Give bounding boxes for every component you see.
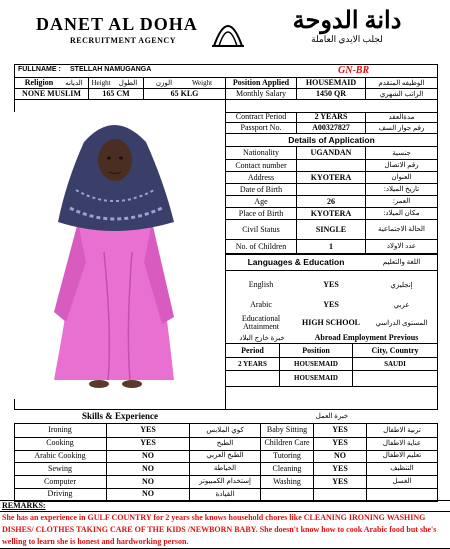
skill-label: Sewing: [48, 463, 72, 473]
skill-value: NO: [142, 489, 154, 499]
skill-value: YES: [332, 476, 348, 486]
abroad-row2-position: HOUSEMAID: [294, 373, 338, 382]
skill-value: YES: [140, 425, 156, 435]
skill-label: Washing: [273, 476, 301, 486]
salary-value: 1450 QR: [316, 89, 346, 98]
languages-title-ar: اللغة والتعليم: [382, 257, 421, 266]
skill-label-ar: كوي الملابس: [206, 425, 244, 434]
detail-value: 1: [329, 241, 333, 251]
fullname-label: FULLNAME :: [18, 66, 61, 73]
language-value: YES: [323, 280, 339, 289]
abroad-row2-period: [226, 373, 279, 383]
details-title: Details of Application: [288, 134, 375, 145]
detail-value: 26: [327, 196, 335, 206]
skill-label: Cleaning: [272, 463, 302, 473]
skill-label-ar: إستخدام الكمبيوتر: [199, 477, 251, 486]
abroad-title-ar: خبرة خارج البلاد: [239, 333, 285, 342]
detail-label: Date of Birth: [239, 184, 283, 194]
detail-label-ar: العمر:: [392, 197, 411, 205]
detail-label: Age: [254, 196, 268, 206]
language-label-ar: عربي: [393, 300, 410, 309]
skill-value: NO: [142, 463, 154, 473]
detail-label: Place of Birth: [238, 208, 284, 218]
candidate-photo: [14, 112, 222, 399]
passport-value: A00327827: [312, 123, 350, 132]
skill-label: Arabic Cooking: [34, 450, 86, 460]
skill-label-ar: تربية الاطفال: [383, 425, 421, 434]
detail-label: Address: [247, 172, 275, 182]
language-label: English: [248, 280, 274, 289]
height-label: Height: [91, 78, 111, 87]
weight-value: 65 KLG: [170, 89, 199, 98]
skill-label-ar: تعليم الاطفال: [382, 451, 422, 460]
detail-label-ar: الحالة الاجتماعية: [378, 225, 425, 233]
detail-label: Contact number: [235, 160, 287, 170]
contract-value: 2 YEARS: [314, 112, 348, 121]
skill-value: NO: [142, 450, 154, 460]
skill-value: YES: [332, 438, 348, 448]
skill-label: Ironing: [48, 425, 72, 435]
position-label-ar: الوظيفه المتقدم: [378, 78, 425, 87]
religion-value: NONE MUSLIM: [22, 89, 81, 98]
language-label: Arabic: [250, 300, 272, 309]
skill-label: Cooking: [46, 438, 74, 448]
skill-label-ar: عناية الاطفال: [382, 438, 422, 447]
skill-label-ar: الغسل: [392, 477, 412, 486]
detail-label-ar: العنوان: [391, 173, 412, 181]
position-label: Position Applied: [232, 78, 290, 87]
remarks-label: REMARKS:: [2, 501, 46, 510]
abroad-row2-city: [353, 373, 437, 383]
brand-subtitle-ar: لجلب الايدي العاملة: [311, 34, 383, 44]
position-value: HOUSEMAID: [305, 78, 357, 87]
detail-value: [297, 184, 365, 195]
skill-value: YES: [140, 438, 156, 448]
skill-label-ar: [367, 488, 437, 501]
height-label-ar: الطول: [118, 78, 138, 87]
detail-label-ar: رقم الاتصال: [384, 161, 419, 169]
skill-value: [314, 488, 366, 501]
skill-value: NO: [334, 450, 346, 460]
languages-title: Languages & Education: [247, 256, 345, 267]
abroad-header-city: City, Country: [371, 345, 419, 355]
language-value: YES: [323, 300, 339, 309]
logo-dome-icon: [210, 8, 246, 50]
detail-label: Nationality: [243, 148, 279, 157]
language-label: Educational Attainment: [241, 314, 281, 331]
brand-subtitle-en: RECRUITMENT AGENCY: [70, 36, 176, 45]
detail-label: Civil Status: [242, 224, 280, 234]
detail-value: SINGLE: [315, 224, 347, 234]
salary-label: Monthly Salary: [236, 89, 286, 98]
fullname-value: STELLAH NAMUGANGA: [70, 66, 152, 73]
skill-label: Computer: [44, 476, 76, 486]
weight-label-ar: الوزن: [155, 78, 173, 87]
detail-label: No. of Children: [235, 241, 287, 251]
contract-label-ar: مدةالعقد: [388, 112, 415, 121]
religion-label: Religion: [24, 78, 54, 87]
brand-name-ar: دانة الدوحة: [292, 8, 402, 34]
weight-label: Weight: [191, 78, 213, 87]
skill-label-ar: التنظيف: [390, 464, 414, 473]
detail-value: [297, 160, 365, 171]
skill-value: YES: [332, 425, 348, 435]
abroad-title: Abroad Employment Previous: [314, 333, 419, 342]
abroad-header-position: Position: [302, 345, 330, 355]
skills-title-ar: خبرة العمل: [315, 411, 349, 420]
skill-label: Tutoring: [273, 450, 301, 460]
abroad-row1-position: HOUSEMAID: [294, 359, 338, 368]
contract-label: Contract Period: [235, 112, 287, 121]
detail-value: KYOTERA: [310, 208, 352, 218]
skill-label: Baby Sitting: [266, 425, 308, 435]
abroad-header-period: Period: [241, 345, 264, 355]
language-label-ar: المستوى الدراسي: [375, 318, 428, 327]
skill-value: YES: [332, 463, 348, 473]
skill-label-ar: القيادة: [215, 489, 235, 498]
skill-label: Driving: [47, 489, 73, 499]
remarks-text: She has an experience in GULF COUNTRY for 2 years she knows household chores like CLEANING IRONING WASHING DISHES/ CLOTHES TAKING CARE OF THE KIDS /NEWBORN BABY. She doesn't know how to cook Arabic food but she's welling to learn she is honest and hardworking person.: [2, 513, 437, 546]
skill-label: Children Care: [264, 438, 310, 448]
skill-label: [261, 488, 313, 501]
detail-label-ar: تاريخ الميلاد:: [383, 185, 420, 193]
skill-label-ar: الطبخ: [216, 438, 234, 447]
skill-label-ar: الطبخ العربي: [206, 451, 244, 460]
abroad-row1-city: SAUDI: [384, 359, 406, 368]
religion-label-ar: الديانه: [65, 78, 83, 87]
passport-label-ar: رقم جواز السف: [378, 123, 425, 132]
detail-value: KYOTERA: [310, 172, 352, 182]
language-value: HIGH SCHOOL: [301, 318, 360, 327]
skills-title: Skills & Experience: [82, 410, 158, 421]
detail-label-ar: مكان الميلاد:: [383, 209, 420, 217]
salary-label-ar: الراتب الشهري: [379, 89, 424, 98]
detail-value: UGANDAN: [310, 148, 352, 157]
skill-label-ar: الخياطة: [213, 464, 237, 473]
height-value: 165 CM: [102, 89, 130, 98]
language-label-ar: إنجليزي: [390, 280, 413, 289]
reference-code: GN-BR: [338, 65, 370, 76]
abroad-row1-period: 2 YEARS: [238, 359, 267, 368]
brand-name-en: DANET AL DOHA: [36, 14, 198, 34]
detail-label-ar: جنسية: [392, 148, 411, 157]
detail-label-ar: عدد الاولاد: [386, 242, 417, 250]
skill-value: NO: [142, 476, 154, 486]
passport-label: Passport No.: [240, 123, 282, 132]
